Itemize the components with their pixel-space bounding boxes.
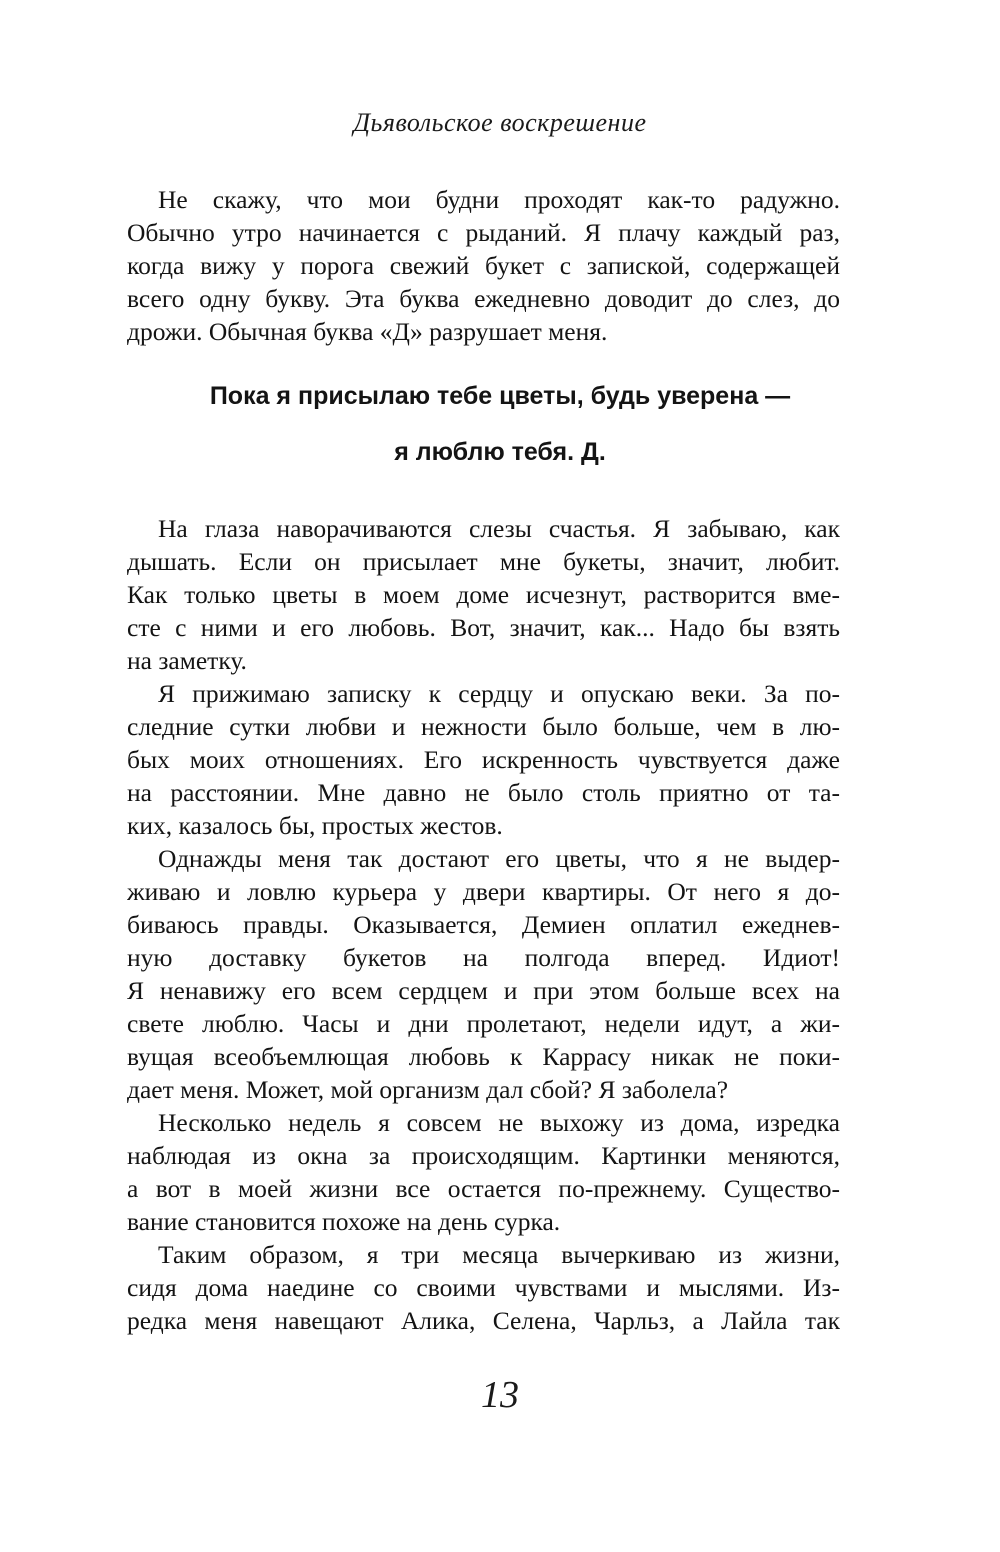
text-line: Таким образом, я три месяца вычеркиваю из жизни, bbox=[158, 1240, 840, 1269]
text-line: следние сутки любви и нежности было больше, чем в лю- bbox=[127, 712, 840, 741]
text-line: ную доставку букетов на полгода вперед. Идиот! bbox=[127, 943, 840, 972]
text-line: Как только цветы в моем доме исчезнут, растворится вме- bbox=[127, 580, 840, 609]
text-line: Я прижимаю записку к сердцу и опускаю веки. За по- bbox=[158, 679, 840, 708]
text-line: дышать. Если он присылает мне букеты, значит, любит. bbox=[127, 547, 840, 576]
text-line: Однажды меня так достают его цветы, что я не выдер- bbox=[158, 844, 840, 873]
text-line: ких, казалось бы, простых жестов. bbox=[127, 811, 503, 840]
text-line: бых моих отношениях. Его искренность чувствуется даже bbox=[127, 745, 840, 774]
text-line: На глаза наворачиваются слезы счастья. Я забываю, как bbox=[158, 514, 840, 543]
page-number: 13 bbox=[481, 1374, 519, 1416]
text-line: Я ненавижу его всем сердцем и при этом больше всех на bbox=[127, 976, 840, 1005]
text-line: Несколько недель я совсем не выхожу из дома, изредка bbox=[158, 1108, 840, 1137]
text-line: живаю и ловлю курьера у двери квартиры. От него я до- bbox=[127, 877, 840, 906]
text-line: на расстоянии. Мне давно не было столь приятно от та- bbox=[127, 778, 840, 807]
text-line: когда вижу у порога свежий букет с запиской, содержащей bbox=[127, 251, 840, 280]
text-line: вущая всеобъемлющая любовь к Каррасу никак не поки- bbox=[127, 1042, 840, 1071]
text-line: Обычно утро начинается с рыданий. Я плачу каждый раз, bbox=[127, 218, 840, 247]
text-line: всего одну букву. Эта буква ежедневно доводит до слез, до bbox=[127, 284, 840, 313]
text-line: на заметку. bbox=[127, 646, 247, 675]
paragraph-intro bbox=[127, 183, 840, 348]
text-line: свете люблю. Часы и дни пролетают, недели идут, а жи- bbox=[127, 1009, 840, 1038]
text-line: дрожи. Обычная буква «Д» разрушает меня. bbox=[127, 317, 608, 346]
text-line: редка меня навещают Алика, Селена, Чарльз, а Лайла так bbox=[127, 1306, 840, 1335]
running-head: Дьявольское воскрешение bbox=[353, 108, 647, 137]
note-quote-line-1: Пока я присылаю тебе цветы, будь уверена — bbox=[209, 382, 791, 410]
text-line: дает меня. Может, мой организм дал сбой? Я заболела? bbox=[127, 1075, 729, 1104]
text-line: наблюдая из окна за происходящим. Картинки меняются, bbox=[127, 1141, 840, 1170]
note-quote-line-2: я люблю тебя. Д. bbox=[394, 438, 606, 466]
text-line: биваюсь правды. Оказывается, Демиен оплатил ежеднев- bbox=[127, 910, 840, 939]
text-line: сидя дома наедине со своими чувствами и мыслями. Из- bbox=[127, 1273, 840, 1302]
body-text bbox=[127, 512, 840, 1337]
text-line: а вот в моей жизни все остается по-прежнему. Существо- bbox=[127, 1174, 840, 1203]
text-line: Не скажу, что мои будни проходят как-то радужно. bbox=[158, 185, 840, 214]
text-line: сте с ними и его любовь. Вот, значит, как... Надо бы взять bbox=[127, 613, 840, 642]
text-line: вание становится похоже на день сурка. bbox=[127, 1207, 561, 1236]
